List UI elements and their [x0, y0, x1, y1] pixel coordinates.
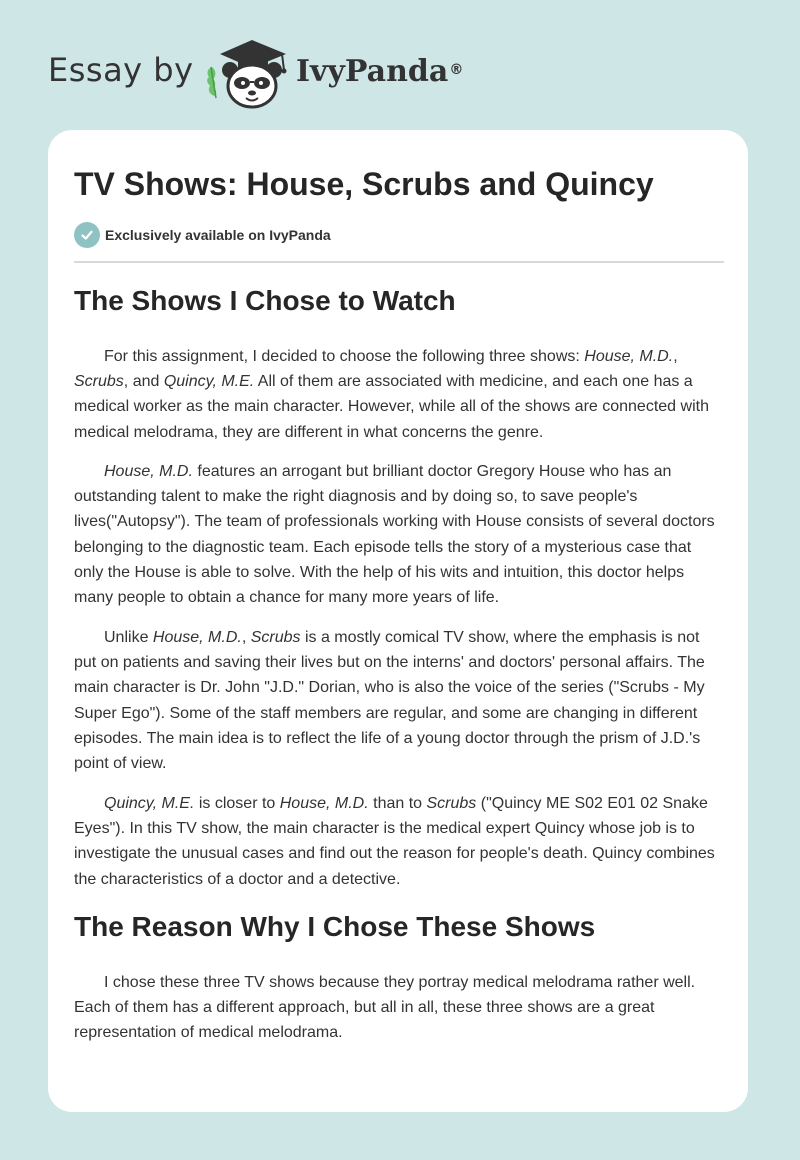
text-run: ("Quincy ME S02 E01 02 Snake Eyes"). In this TV show, the main character is the medical expert Quincy whose job is to investigate the unusual cases and find out the reason for people's death. Quincy combines the characteristics of a doctor and a detective.: [74, 795, 715, 888]
paragraph-reason: [74, 970, 724, 1046]
text-run: than to: [368, 795, 427, 812]
text-run: is a mostly comical TV show, where the emphasis is not put on patients and saving their lives but on the interns' and doctors' personal affairs. The main character is Dr. John "J.D." Dorian, who is also the voice of the series ("Scrubs - My Super Ego"). Some of the staff members are regular, and some are changing in different episodes. The main idea is to reflect the life of a young doctor through the prism of J.D.'s point of view.: [74, 629, 705, 773]
show-title: House, M.D.: [152, 629, 242, 646]
paragraph-intro: [74, 344, 724, 445]
show-title: Quincy, M.E.: [163, 373, 255, 391]
show-title: Scrubs: [74, 373, 124, 391]
exclusive-badge: [74, 222, 331, 248]
panda-logo-icon: [202, 36, 296, 110]
paragraph-scrubs: [74, 625, 724, 776]
show-title: House, M.D.: [279, 795, 369, 812]
show-title: Scrubs: [250, 629, 301, 646]
text-run: , and: [123, 373, 164, 391]
text-run: I chose these three TV shows because they portray medical melodrama rather well. Each of them has a different approach, but all in all, these three shows are a great representation of medical melodrama.: [74, 974, 696, 1042]
essay-by-label: Essay by: [48, 51, 194, 89]
text-run: features an arrogant but brilliant doctor Gregory House who has an outstanding talent to make the right diagnosis and by doing so, to save people's lives("Autopsy"). The team of professionals working with House consists of several doctors belonging to the diagnostic team. Each episode tells the story of a mysterious case that only the House is able to solve. With the help of his wits and intuition, this doctor helps many people to obtain a chance for many more years of life.: [74, 463, 715, 607]
registered-mark: ®: [449, 62, 464, 78]
text-run: All of them are associated with medicine, and each one has a medical worker as the main character. However, while all of the shows are connected with medical melodrama, they are different in what concerns the genre.: [74, 373, 709, 441]
ivy-leaf-icon: [207, 67, 216, 98]
brand-text: IvyPanda: [296, 54, 449, 89]
text-run: ,: [241, 629, 251, 646]
article-card: [48, 130, 748, 1112]
check-icon: [74, 222, 100, 248]
show-title: House, M.D.: [104, 463, 193, 480]
site-header: [0, 0, 800, 130]
text-run: Unlike: [104, 629, 153, 646]
text-run: is closer to: [194, 795, 280, 812]
paragraph-house: [74, 459, 724, 610]
show-title: House, M.D.: [584, 348, 674, 365]
section-heading-shows: The Shows I Chose to Watch: [74, 285, 456, 316]
ivypanda-logo[interactable]: [202, 36, 296, 110]
divider: [74, 261, 724, 263]
text-run: For this assignment, I decided to choose the following three shows:: [104, 348, 585, 365]
paragraph-quincy: [74, 791, 724, 892]
brand-name[interactable]: [296, 52, 463, 92]
exclusive-badge-label: Exclusively available on IvyPanda: [105, 227, 331, 243]
show-title: Quincy, M.E.: [104, 795, 195, 812]
section-heading-reason: The Reason Why I Chose These Shows: [74, 911, 596, 942]
text-run: ,: [673, 348, 678, 365]
page-title: TV Shows: House, Scrubs and Quincy: [74, 166, 654, 202]
show-title: Scrubs: [426, 795, 477, 812]
